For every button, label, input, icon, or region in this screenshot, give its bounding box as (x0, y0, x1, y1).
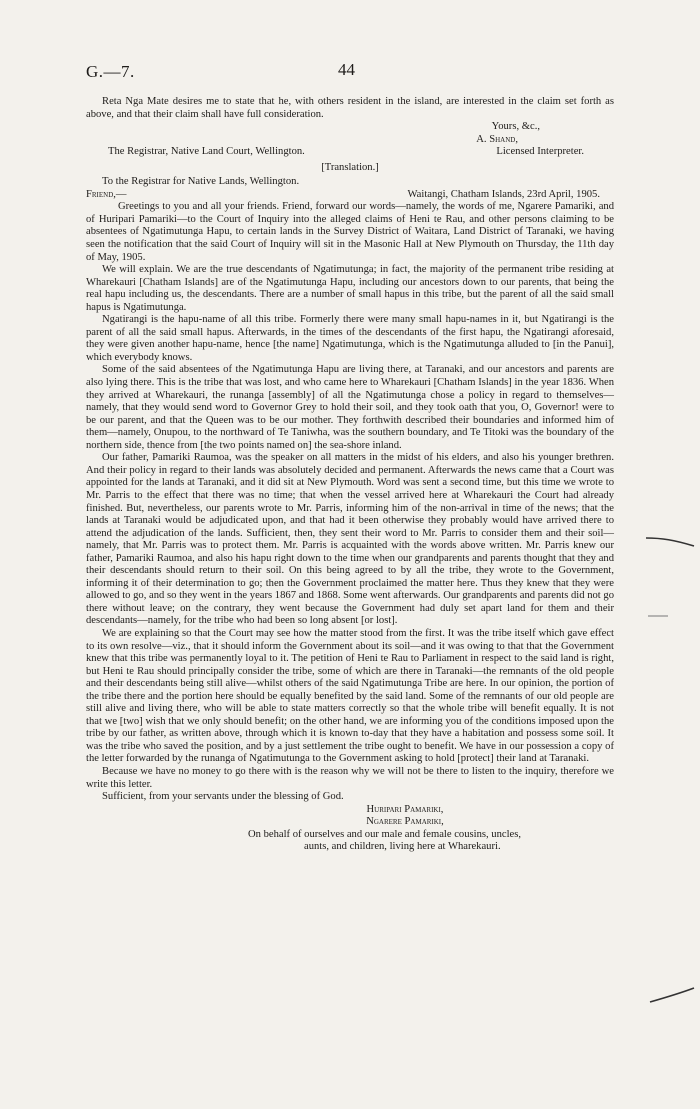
letter2-signer: Huripari Pamariki, (366, 803, 444, 815)
letter2-salutation-line (86, 189, 614, 202)
letter2-paragraph: Sufficient, from your servants under the blessing of God. (102, 791, 344, 803)
margin-tick-mark (644, 610, 674, 622)
letter2-salutation: Friend,— (86, 188, 127, 200)
letter2-signer: Ngarere Pamariki, (366, 816, 444, 828)
letter2-place-date: Waitangi, Chatham Islands, 23rd April, 1905. (407, 188, 600, 200)
document-body (86, 96, 614, 854)
letter1-addressee: The Registrar, Native Land Court, Wellington. (108, 146, 305, 158)
margin-pen-mark (648, 984, 696, 1006)
document-reference: G.—7. (86, 62, 135, 81)
translation-label: [Translation.] (321, 161, 379, 173)
letter2-paragraph: We will explain. We are the true descendants of Ngatimutunga; in fact, the majority of the permanent tribe residing at Wharekauri [Chatham Islands] are of the Ngatimutunga Hapu, including our ancestors down to our parents, that being the real hapu including us, the descendants. There are a number of small hapus in this tribe, but the parent of all the said small hapus is Ngatimutunga. (86, 264, 614, 313)
letter2-paragraph: We are explaining so that the Court may see how the matter stood from the first. It was the tribe itself which gave effect to its own resolve—viz., that it should inform the Government about its soil—and it was owing to that that the Government knew that this tribe was permanently loyal to it. The petition of Heni te Rau to Parliament in respect to the said land is right, but Heni te Rau should principally consider the tribe, some of which are there in Taranaki—the remnants of the old people and their descendants being still alive—whilst others of the said Ngatimutunga Tribe are here. In our opinion, the portion of the tribe there and the portion here should be equally benefited by the said land. Some of the remnants of our old people are still alive and living there, who will be able to state matters correctly so that the whole tribe will benefit equally. It is not that we [two] wish that we only should benefit; on the other hand, we are informing you of the conditions imposed upon the tribe by our father, as written above, through which it is known to-day that they have a habitation and possess some soil. It was the tribe who saved the position, and by a just settlement the tribe ought to benefit. We have in our possession a copy of the letter forwarded by the runanga of Ngatimutunga to the Government asking to hold [protect] their land at Taranaki. (86, 627, 614, 765)
letter2-paragraph: Our father, Pamariki Raumoa, was the speaker on all matters in the midst of his elders, and also his younger brethren. And their policy in regard to their lands was absolutely decided and permanent. Afterwards the news came that a Court was appointed for the lands at Taranaki, and it did sit at New Plymouth. Word was sent a second time, but this time we wrote to Mr. Parris to the effect that there was no time; that when the vessel arrived here at Wharekauri the Court had already finished. But, nevertheless, our parents wrote to Mr. Parris, informing him of the non-arrival in time of the news; that the lands at Taranaki would be adjudicated upon, and that had it been otherwise they probably would have arrived there to attend the adjudication of the lands. Sufficient, then, they sent their word to Mr. Parris to consider them and their soil—namely, that Mr. Parris was to protect them. Mr. Parris is acquainted with the words above written. Mr. Parris knew our father, Pamariki Raumoa, and also his hapu right down to the time when our grandparents and parents thought that they and their descendants should return to their soil. On this being agreed to by all the tribe, they wrote to the Government, informing it of their determination to go; then the Government proclaimed the matter here. Thus they knew that they were allowed to go, and so they went in the years 1867 and 1868. Some went afterwards. Our grandparents and parents did not go there without leave; on the contrary, they went because the Government had duly set apart land for them and their descendants—namely, for the tribe who had been so long absent [or lost]. (86, 452, 614, 627)
letter2-behalf-line: aunts, and children, living here at Wharekauri. (304, 841, 501, 853)
letter1-text: Reta Nga Mate desires me to state that he, with others resident in the island, are interested in the claim set forth as above, and that their claim shall have full consideration. (86, 96, 614, 120)
letter1-closing: Yours, &c., (491, 121, 540, 133)
letter2-paragraph: Because we have no money to go there with is the reason why we will not be there to listen to the inquiry, therefore we write this letter. (86, 765, 614, 790)
letter1-signer: A. Shand, (476, 133, 518, 145)
letter2-to: To the Registrar for Native Lands, Wellington. (102, 176, 300, 188)
letter1-signer-title: Licensed Interpreter. (496, 146, 584, 158)
letter2-paragraph: Ngatirangi is the hapu-name of all this tribe. Formerly there were many small hapu-names in it, but Ngatirangi is the parent of all the said small hapus. Afterwards, in the times of the descendants of the first hapu, the Ngatirangi aforesaid, they were given another hapu-name, hence [the name] Ngatimutunga, which is the Ngatimutunga alluded to [in the Panui], which everybody knows. (86, 314, 614, 363)
margin-pen-mark (644, 532, 696, 552)
page-number: 44 (338, 60, 355, 79)
letter2-paragraph: Some of the said absentees of the Ngatimutunga Hapu are living there, at Taranaki, and our ancestors and parents are also lying there. This is the tribe that was lost, and who came here to Wharekauri [Chatham Islands] in the year 1836. When they arrived at Wharekauri, the runanga [assembly] of all the Ngatimutunga chose a policy in regard to themselves—namely, that they would send word to Governor Grey to hold their soil, and they took oath that you, O, Governor! were to be our parent, and that the Queen was to be our mother. They forthwith described their boundaries and informed him of them—namely, Onupou, to the northward of Te Taniwha, was the southern boundary, and Te Titoki was the boundary of the northern side, thence from [the two points named on] the sea-shore inland. (86, 364, 614, 451)
letter2-paragraph: Greetings to you and all your friends. Friend, forward our words—namely, the words of me, Ngarere Pamariki, and of Huripari Pamariki—to the Court of Inquiry into the alleged claims of Heni te Rau, and other persons claiming to be absentees of Ngatimutunga Hapu, to certain lands in the Survey District of Waitara, Land District of Taranaki, we having seen the notification that the said Court of Inquiry will sit in the Masonic Hall at New Plymouth on Thursday, the 11th day of May, 1905. (86, 201, 614, 263)
letter1-footer (86, 146, 614, 159)
letter2-behalf-line: On behalf of ourselves and our male and female cousins, uncles, (248, 828, 521, 840)
